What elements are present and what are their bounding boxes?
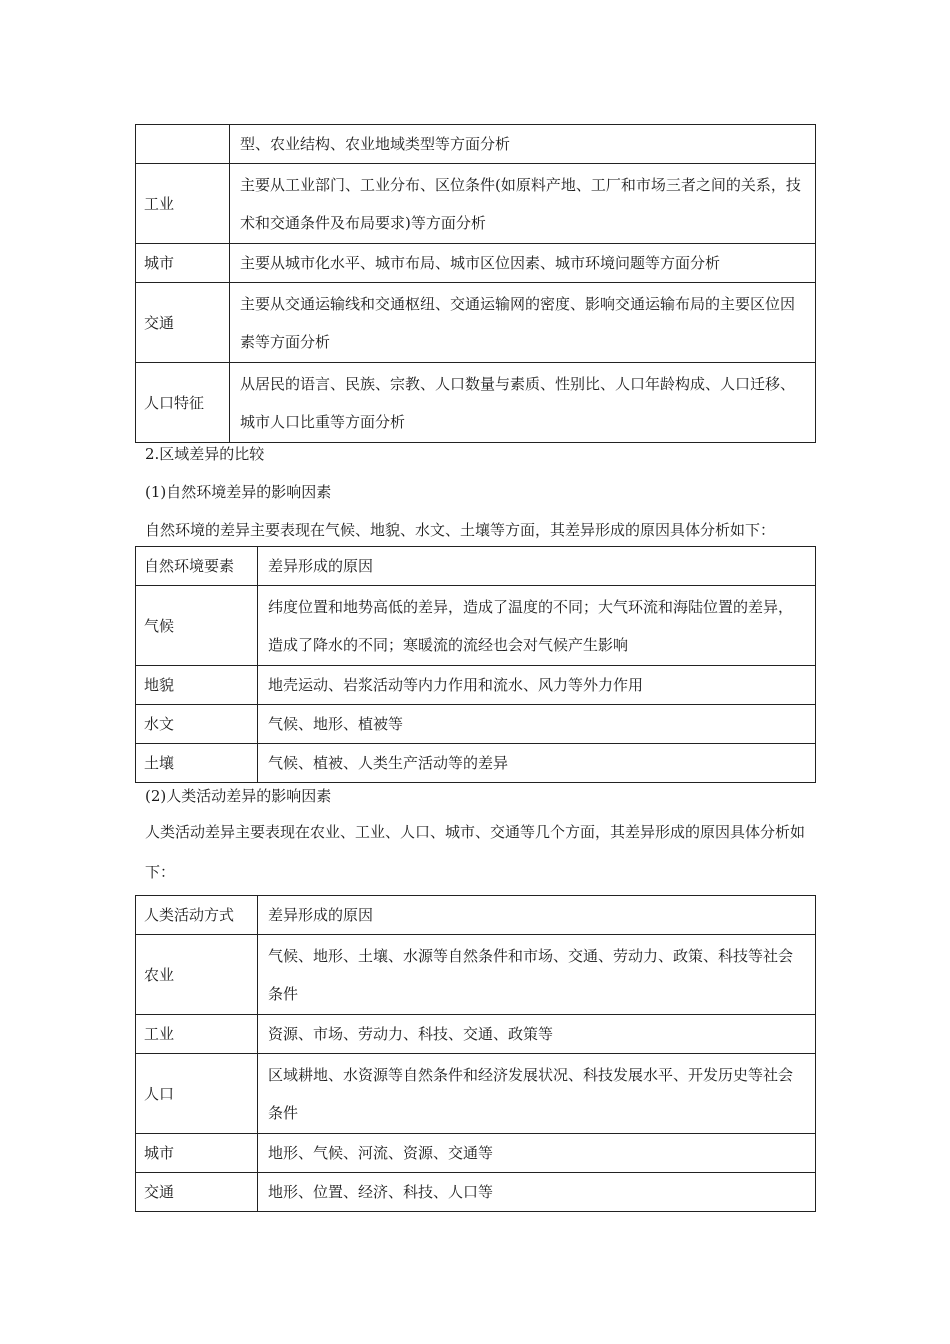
row-label — [136, 125, 230, 164]
row-label: 人口 — [136, 1054, 258, 1134]
table-row — [136, 705, 816, 744]
row-text: 气候、地形、土壤、水源等自然条件和市场、交通、劳动力、政策、科技等社会条件 — [258, 935, 816, 1015]
row-text: 主要从工业部门、工业分布、区位条件(如原料产地、工厂和市场三者之间的关系，技术和交通条件及布局要求)等方面分析 — [230, 164, 816, 244]
header-label: 人类活动方式 — [136, 896, 258, 935]
table-row — [136, 935, 816, 1015]
subsection-title: (1)自然环境差异的影响因素 — [145, 483, 332, 501]
table-row — [136, 1173, 816, 1212]
row-text: 资源、市场、劳动力、科技、交通、政策等 — [258, 1015, 816, 1054]
row-text: 区域耕地、水资源等自然条件和经济发展状况、科技发展水平、开发历史等社会条件 — [258, 1054, 816, 1134]
intro-paragraph: 人类活动差异主要表现在农业、工业、人口、城市、交通等几个方面，其差异形成的原因具体分析如下： — [145, 823, 806, 881]
row-text: 地壳运动、岩浆活动等内力作用和流水、风力等外力作用 — [258, 666, 816, 705]
row-text: 主要从交通运输线和交通枢纽、交通运输网的密度、影响交通运输布局的主要区位因素等方面分析 — [230, 283, 816, 363]
table-row — [136, 744, 816, 783]
table-header-row — [136, 547, 816, 586]
row-text: 地形、位置、经济、科技、人口等 — [258, 1173, 816, 1212]
human-factors-table — [135, 895, 816, 1212]
row-label: 工业 — [136, 164, 230, 244]
row-label: 工业 — [136, 1015, 258, 1054]
row-label: 土壤 — [136, 744, 258, 783]
table-row — [136, 164, 816, 244]
row-label: 人口特征 — [136, 363, 230, 443]
row-label: 交通 — [136, 283, 230, 363]
row-label: 城市 — [136, 244, 230, 283]
table-row — [136, 1015, 816, 1054]
row-text: 主要从城市化水平、城市布局、城市区位因素、城市环境问题等方面分析 — [230, 244, 816, 283]
row-label: 地貌 — [136, 666, 258, 705]
row-text: 气候、植被、人类生产活动等的差异 — [258, 744, 816, 783]
table-row — [136, 363, 816, 443]
row-text: 气候、地形、植被等 — [258, 705, 816, 744]
natural-factors-table — [135, 546, 816, 783]
row-text: 从居民的语言、民族、宗教、人口数量与素质、性别比、人口年龄构成、人口迁移、城市人口比重等方面分析 — [230, 363, 816, 443]
table-row — [136, 125, 816, 164]
table-row — [136, 283, 816, 363]
row-text: 型、农业结构、农业地域类型等方面分析 — [230, 125, 816, 164]
row-label: 气候 — [136, 586, 258, 666]
subsection-title: (2)人类活动差异的影响因素 — [145, 787, 332, 805]
row-label: 交通 — [136, 1173, 258, 1212]
header-text: 差异形成的原因 — [258, 547, 816, 586]
row-label: 城市 — [136, 1134, 258, 1173]
row-text: 地形、气候、河流、资源、交通等 — [258, 1134, 816, 1173]
row-label: 农业 — [136, 935, 258, 1015]
table-row — [136, 666, 816, 705]
analysis-table — [135, 124, 816, 443]
table-row — [136, 244, 816, 283]
header-label: 自然环境要素 — [136, 547, 258, 586]
intro-paragraph: 自然环境的差异主要表现在气候、地貌、水文、土壤等方面，其差异形成的原因具体分析如下： — [145, 521, 776, 539]
row-text: 纬度位置和地势高低的差异，造成了温度的不同；大气环流和海陆位置的差异，造成了降水的不同；寒暖流的流经也会对气候产生影响 — [258, 586, 816, 666]
header-text: 差异形成的原因 — [258, 896, 816, 935]
table-header-row — [136, 896, 816, 935]
section-title: 2.区域差异的比较 — [145, 445, 265, 463]
row-label: 水文 — [136, 705, 258, 744]
table-row — [136, 586, 816, 666]
table-row — [136, 1054, 816, 1134]
table-row — [136, 1134, 816, 1173]
